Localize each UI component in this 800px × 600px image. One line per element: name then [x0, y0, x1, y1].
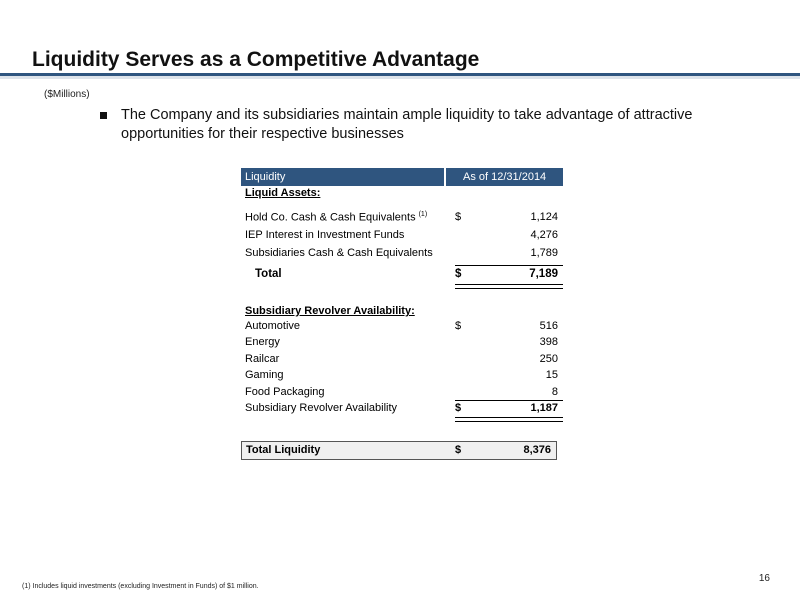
header-date: As of 12/31/2014	[463, 171, 547, 183]
row-value: 1,789	[530, 247, 558, 259]
header-separator	[444, 168, 446, 186]
row-value: 250	[539, 353, 558, 365]
row-value: 1,124	[530, 211, 558, 223]
table-row	[241, 228, 563, 244]
table-row	[241, 319, 563, 335]
bullet-point	[100, 106, 740, 144]
revolver-total-value: 1,187	[530, 402, 558, 414]
row-currency: $	[455, 320, 462, 332]
liquid-total-label: Total	[255, 268, 282, 280]
revolver-total-label: Subsidiary Revolver Availability	[245, 402, 398, 414]
total-double-rule	[455, 284, 563, 289]
row-label: Railcar	[245, 353, 280, 365]
table-row	[241, 368, 563, 384]
row-currency: $	[455, 211, 462, 223]
slide-title: Liquidity Serves as a Competitive Advantage	[32, 48, 480, 71]
subtotal-rule	[455, 265, 563, 266]
row-label: Food Packaging	[245, 386, 325, 398]
revolver-total-row	[241, 401, 563, 417]
page-number: 16	[758, 573, 770, 584]
liquid-assets-heading	[241, 186, 563, 202]
bullet-marker	[100, 112, 107, 119]
liquid-total-row	[241, 267, 563, 283]
table-row	[241, 246, 563, 262]
title-rule-shadow	[0, 76, 800, 79]
header-liquidity: Liquidity	[245, 171, 286, 183]
footnote: (1) Includes liquid investments (excluding Investment in Funds) of $1 million.	[22, 583, 259, 590]
row-label: Energy	[245, 336, 280, 348]
row-label	[245, 211, 427, 224]
liquid-assets-heading-label: Liquid Assets:	[245, 187, 321, 199]
grand-total-label: Total Liquidity	[246, 444, 321, 456]
revolver-double-rule	[455, 417, 563, 422]
bullet-text: The Company and its subsidiaries maintain ample liquidity to take advantage of attractive opportunities for their respective businesses	[121, 107, 693, 142]
units-label: ($Millions)	[44, 89, 90, 100]
revolver-heading	[241, 304, 563, 320]
table-header	[241, 168, 563, 186]
row-value: 8	[551, 386, 558, 398]
row-label: Subsidiaries Cash & Cash Equivalents	[245, 247, 433, 259]
table-row	[241, 335, 563, 351]
row-value: 398	[539, 336, 558, 348]
revolver-total-currency: $	[455, 402, 462, 414]
table-row	[241, 210, 563, 226]
grand-total-value: 8,376	[523, 444, 551, 456]
liquid-total-value: 7,189	[529, 268, 558, 280]
row-label: Gaming	[245, 369, 284, 381]
table-row	[241, 385, 563, 401]
revolver-heading-label: Subsidiary Revolver Availability:	[245, 305, 415, 317]
row-value: 15	[545, 369, 558, 381]
grand-total-row	[241, 441, 557, 460]
row-label: Automotive	[245, 320, 301, 332]
row-value: 516	[539, 320, 558, 332]
grand-total-currency: $	[455, 444, 462, 456]
row-value: 4,276	[530, 229, 558, 241]
liquid-total-currency: $	[455, 268, 462, 280]
footnote-ref: (1)	[418, 211, 428, 218]
row-label-text: Hold Co. Cash & Cash Equivalents	[245, 211, 416, 224]
table-row	[241, 352, 563, 368]
row-label: IEP Interest in Investment Funds	[245, 229, 405, 241]
